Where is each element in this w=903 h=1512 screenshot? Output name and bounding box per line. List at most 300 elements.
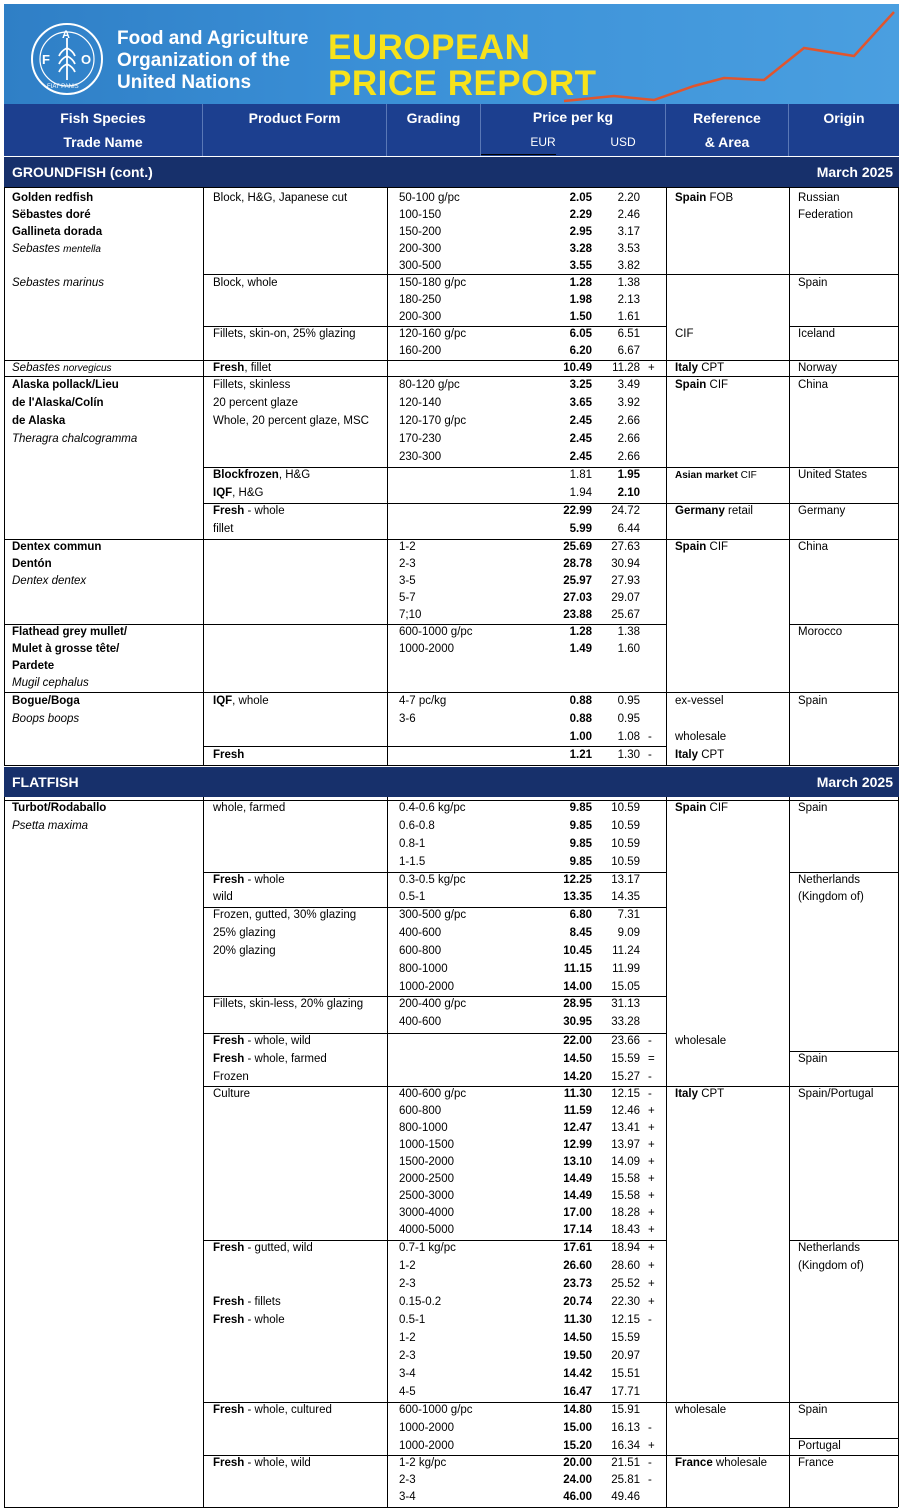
origin-cell: Morocco bbox=[798, 626, 843, 638]
price-change-indicator: - bbox=[648, 1088, 652, 1100]
grid-line-horizontal bbox=[789, 1051, 898, 1052]
text-run: - whole, cultured bbox=[244, 1404, 332, 1416]
svg-text:A: A bbox=[62, 29, 70, 41]
price-eur-cell: 12.25 bbox=[563, 874, 592, 886]
price-usd-cell: 23.66 bbox=[611, 1035, 640, 1047]
origin-cell: Germany bbox=[798, 505, 846, 517]
price-usd-cell: 6.67 bbox=[617, 345, 640, 357]
origin-cell: France bbox=[798, 1457, 834, 1469]
price-change-indicator: + bbox=[648, 1173, 655, 1185]
grading-cell: 200-400 g/pc bbox=[399, 998, 467, 1010]
grid-line-horizontal bbox=[203, 1402, 898, 1403]
text-run: Blockfrozen bbox=[213, 469, 279, 481]
report-banner bbox=[4, 4, 899, 104]
price-usd-cell: 1.60 bbox=[617, 643, 640, 655]
text-run: Fresh bbox=[213, 505, 245, 517]
grading-cell: 0.15-0.2 bbox=[399, 1296, 442, 1308]
reference-area-cell bbox=[675, 748, 724, 762]
svg-text:FIAT PANIS: FIAT PANIS bbox=[47, 84, 79, 90]
species-cell bbox=[12, 712, 79, 726]
price-usd-cell: 2.13 bbox=[617, 294, 640, 306]
text-run: - whole, wild bbox=[244, 1035, 311, 1047]
price-usd-cell: 2.66 bbox=[617, 433, 640, 445]
text-run: Dentón bbox=[12, 558, 52, 570]
header-origin: Origin bbox=[823, 110, 865, 126]
price-eur-cell: 13.10 bbox=[563, 1156, 592, 1168]
svg-text:O: O bbox=[81, 52, 92, 67]
price-eur-cell: 9.85 bbox=[569, 856, 592, 868]
species-cell bbox=[12, 276, 104, 290]
price-eur-cell: 15.20 bbox=[563, 1440, 592, 1452]
price-usd-cell: 49.46 bbox=[611, 1491, 640, 1503]
price-eur-cell: 11.15 bbox=[563, 963, 592, 975]
grading-cell: 2-3 bbox=[399, 558, 416, 570]
text-run: Spain bbox=[675, 541, 707, 553]
text-run: Gallineta dorada bbox=[12, 226, 103, 238]
price-eur-cell: 6.20 bbox=[569, 345, 592, 357]
product-form-cell bbox=[213, 361, 271, 375]
grading-cell: 3-4 bbox=[399, 1368, 416, 1380]
text-run: whole, farmed bbox=[213, 802, 286, 814]
grading-cell: 120-140 bbox=[399, 397, 442, 409]
product-form-cell bbox=[213, 1456, 311, 1470]
grading-cell: 180-250 bbox=[399, 294, 442, 306]
grading-cell: 1-1.5 bbox=[399, 856, 426, 868]
grading-cell: 200-300 bbox=[399, 311, 442, 323]
grid-line-horizontal bbox=[203, 1033, 666, 1034]
price-usd-cell: 24.72 bbox=[611, 505, 640, 517]
price-change-indicator: + bbox=[648, 1207, 655, 1219]
text-run: FOB bbox=[706, 192, 734, 204]
price-usd-cell: 33.28 bbox=[611, 1016, 640, 1028]
text-run: CIF bbox=[706, 802, 729, 814]
species-cell bbox=[12, 676, 89, 690]
origin-cell: Netherlands bbox=[798, 1242, 861, 1254]
origin-cell: Norway bbox=[798, 362, 837, 374]
species-cell bbox=[12, 659, 54, 673]
price-usd-cell: 15.91 bbox=[611, 1404, 640, 1416]
price-change-indicator: + bbox=[648, 1440, 655, 1452]
text-run: Frozen bbox=[213, 1071, 249, 1083]
grading-cell: 7;10 bbox=[399, 609, 422, 621]
text-run: Fresh bbox=[213, 1053, 245, 1065]
grid-line-vertical bbox=[4, 797, 5, 1507]
price-usd-cell: 6.44 bbox=[617, 523, 640, 535]
species-cell bbox=[12, 361, 112, 376]
price-usd-cell: 30.94 bbox=[611, 558, 640, 570]
grading-cell: 4-5 bbox=[399, 1386, 416, 1398]
text-run: Fresh bbox=[213, 1035, 245, 1047]
price-eur-cell: 27.03 bbox=[563, 592, 592, 604]
price-usd-cell: 28.60 bbox=[611, 1260, 640, 1272]
price-usd-cell: 10.59 bbox=[611, 838, 640, 850]
species-cell bbox=[12, 396, 104, 410]
grading-cell: 800-1000 bbox=[399, 963, 448, 975]
price-eur-cell: 30.95 bbox=[563, 1016, 592, 1028]
grading-cell: 2000-2500 bbox=[399, 1173, 454, 1185]
reference-area-cell bbox=[675, 361, 724, 375]
text-run: Fresh bbox=[213, 874, 245, 886]
grading-cell: 800-1000 bbox=[399, 1122, 448, 1134]
text-run: wholesale bbox=[675, 1404, 727, 1416]
price-usd-cell: 27.63 bbox=[611, 541, 640, 553]
text-run: 20 percent glaze bbox=[213, 397, 299, 409]
price-usd-cell: 2.20 bbox=[617, 192, 640, 204]
species-cell bbox=[12, 225, 102, 239]
text-run: Pardete bbox=[12, 660, 55, 672]
text-run: Fresh bbox=[213, 1404, 245, 1416]
product-form-cell bbox=[213, 890, 233, 904]
price-usd-cell: 25.81 bbox=[611, 1474, 640, 1486]
price-eur-cell: 28.78 bbox=[563, 558, 592, 570]
price-change-indicator: + bbox=[648, 1260, 655, 1272]
price-usd-cell: 21.51 bbox=[611, 1457, 640, 1469]
price-usd-cell: 10.59 bbox=[611, 856, 640, 868]
price-usd-cell: 12.15 bbox=[611, 1314, 640, 1326]
grading-cell: 2-3 bbox=[399, 1278, 416, 1290]
text-run: France bbox=[675, 1457, 713, 1469]
text-run: CIF bbox=[737, 470, 757, 481]
price-eur-cell: 3.25 bbox=[569, 379, 592, 391]
price-usd-cell: 1.30 bbox=[617, 749, 640, 761]
table-header bbox=[4, 104, 899, 156]
origin-cell: Spain bbox=[798, 1404, 828, 1416]
price-eur-cell: 12.47 bbox=[563, 1122, 592, 1134]
price-eur-cell: 6.05 bbox=[569, 328, 592, 340]
text-run: Spain bbox=[675, 379, 707, 391]
price-eur-cell: 1.21 bbox=[569, 749, 592, 761]
price-eur-cell: 11.30 bbox=[563, 1088, 592, 1100]
grading-cell: 400-600 bbox=[399, 1016, 442, 1028]
product-form-cell bbox=[213, 1070, 249, 1084]
grading-cell: 0.5-1 bbox=[399, 1314, 426, 1326]
text-run: Alaska pollack/Lieu bbox=[12, 379, 119, 391]
price-change-indicator: - bbox=[648, 1457, 652, 1469]
text-run: Bogue/Boga bbox=[12, 695, 80, 707]
price-eur-cell: 14.49 bbox=[563, 1173, 592, 1185]
origin-cell: China bbox=[798, 541, 829, 553]
species-cell bbox=[12, 557, 52, 571]
reference-area-cell bbox=[675, 694, 724, 708]
grading-cell: 3-6 bbox=[399, 713, 416, 725]
price-change-indicator: - bbox=[648, 1422, 652, 1434]
grading-cell: 230-300 bbox=[399, 451, 442, 463]
grading-cell: 170-230 bbox=[399, 433, 442, 445]
origin-cell: United States bbox=[798, 469, 868, 481]
fao-logo-icon bbox=[30, 22, 104, 96]
grading-cell: 4-7 pc/kg bbox=[399, 695, 447, 707]
text-run: Fillets, skin-on, 25% glazing bbox=[213, 328, 356, 340]
grid-line-horizontal bbox=[203, 274, 898, 275]
grading-cell: 150-180 g/pc bbox=[399, 277, 467, 289]
grading-cell: 50-100 g/pc bbox=[399, 192, 460, 204]
text-run: Block, H&G, Japanese cut bbox=[213, 192, 348, 204]
price-usd-cell: 1.38 bbox=[617, 626, 640, 638]
text-run: Mugil cephalus bbox=[12, 677, 89, 689]
price-eur-cell: 10.49 bbox=[563, 362, 592, 374]
origin-cell: Iceland bbox=[798, 328, 836, 340]
price-usd-cell: 2.66 bbox=[617, 451, 640, 463]
species-cell bbox=[12, 540, 101, 554]
text-run: IQF bbox=[213, 487, 233, 499]
product-form-cell bbox=[213, 396, 298, 410]
price-change-indicator: - bbox=[648, 1035, 652, 1047]
price-change-indicator: + bbox=[648, 1122, 655, 1134]
text-run: Fresh bbox=[213, 1296, 245, 1308]
text-run: - gutted, wild bbox=[244, 1242, 313, 1254]
text-run: ex-vessel bbox=[675, 695, 724, 707]
reference-area-cell bbox=[675, 504, 753, 518]
price-eur-cell: 1.81 bbox=[569, 469, 592, 481]
text-run: CPT bbox=[698, 362, 725, 374]
text-run: CIF bbox=[706, 379, 729, 391]
text-run: Sebastes bbox=[12, 243, 64, 255]
product-form-cell bbox=[213, 944, 276, 958]
grid-line-horizontal bbox=[4, 376, 898, 377]
grid-line-vertical bbox=[387, 797, 388, 1507]
product-form-cell bbox=[213, 1313, 285, 1327]
origin-cell: Spain bbox=[798, 1053, 828, 1065]
price-eur-cell: 0.88 bbox=[569, 695, 592, 707]
species-cell bbox=[12, 414, 65, 428]
text-run: Block, whole bbox=[213, 277, 278, 289]
price-usd-cell: 14.35 bbox=[611, 891, 640, 903]
price-change-indicator: + bbox=[648, 1242, 655, 1254]
text-run: Dentex dentex bbox=[12, 575, 87, 587]
text-run: wholesale bbox=[675, 731, 727, 743]
text-run: CPT bbox=[698, 1088, 725, 1100]
price-usd-cell: 15.51 bbox=[611, 1368, 640, 1380]
price-usd-cell: 16.13 bbox=[611, 1422, 640, 1434]
grading-cell: 2-3 bbox=[399, 1474, 416, 1486]
price-eur-cell: 24.00 bbox=[563, 1474, 592, 1486]
grading-cell: 300-500 bbox=[399, 260, 442, 272]
organization-name: Food and Agriculture Organization of the United Nations bbox=[117, 28, 309, 93]
grading-cell: 1-2 bbox=[399, 1332, 416, 1344]
text-run: - whole bbox=[244, 505, 285, 517]
text-run: Golden redfish bbox=[12, 192, 94, 204]
text-run: - whole bbox=[244, 874, 285, 886]
price-change-indicator: - bbox=[648, 1314, 652, 1326]
text-run: fillet bbox=[213, 523, 234, 535]
grading-cell: 1000-1500 bbox=[399, 1139, 454, 1151]
price-usd-cell: 6.51 bbox=[617, 328, 640, 340]
grading-cell: 3000-4000 bbox=[399, 1207, 454, 1219]
grading-cell: 3-4 bbox=[399, 1491, 416, 1503]
reference-area-cell bbox=[675, 1403, 726, 1417]
price-eur-cell: 1.98 bbox=[569, 294, 592, 306]
text-run: Fillets, skinless bbox=[213, 379, 291, 391]
product-form-cell bbox=[213, 1087, 250, 1101]
text-run: Italy bbox=[675, 362, 699, 374]
product-form-cell bbox=[213, 997, 363, 1011]
text-run: - whole bbox=[244, 1314, 285, 1326]
grid-line-horizontal bbox=[4, 692, 898, 693]
origin-cell: China bbox=[798, 379, 829, 391]
price-eur-cell: 17.14 bbox=[563, 1224, 592, 1236]
grading-cell: 1000-2000 bbox=[399, 1422, 454, 1434]
origin-cell: Spain/Portugal bbox=[798, 1088, 874, 1100]
price-eur-cell: 2.45 bbox=[569, 415, 592, 427]
product-form-cell bbox=[213, 468, 310, 482]
grid-line-vertical bbox=[4, 187, 5, 766]
price-usd-cell: 15.59 bbox=[611, 1053, 640, 1065]
price-eur-cell: 14.50 bbox=[563, 1053, 592, 1065]
price-usd-cell: 0.95 bbox=[617, 695, 640, 707]
price-usd-cell: 11.24 bbox=[612, 945, 640, 957]
price-eur-cell: 14.20 bbox=[563, 1071, 592, 1083]
grading-cell: 4000-5000 bbox=[399, 1224, 454, 1236]
price-change-indicator: + bbox=[648, 1105, 655, 1117]
text-run: Whole, 20 percent glaze, MSC bbox=[213, 415, 369, 427]
species-cell bbox=[12, 242, 101, 257]
price-eur-cell: 3.28 bbox=[569, 243, 592, 255]
origin-cell: Portugal bbox=[798, 1440, 841, 1452]
price-usd-cell: 31.13 bbox=[611, 998, 640, 1010]
text-run: Italy bbox=[675, 1088, 699, 1100]
reference-area-cell bbox=[675, 327, 694, 341]
text-run: Fresh bbox=[213, 362, 245, 374]
reference-area-cell bbox=[675, 1034, 726, 1048]
price-eur-cell: 3.55 bbox=[569, 260, 592, 272]
price-usd-cell: 13.17 bbox=[611, 874, 640, 886]
text-run: Sebastes marinus bbox=[12, 277, 105, 289]
header-price: Price per kg EUR USD bbox=[481, 104, 666, 156]
price-eur-cell: 11.59 bbox=[563, 1105, 592, 1117]
text-run: - whole, farmed bbox=[244, 1053, 327, 1065]
reference-area-cell bbox=[675, 730, 726, 744]
section-groundfish: GROUNDFISH (cont.) March 2025 bbox=[4, 157, 899, 187]
grading-cell: 1000-2000 bbox=[399, 1440, 454, 1452]
text-run: Fresh bbox=[213, 1242, 245, 1254]
price-usd-cell: 15.59 bbox=[611, 1332, 640, 1344]
price-usd-cell: 11.28 bbox=[612, 362, 640, 374]
price-eur-cell: 22.99 bbox=[563, 505, 592, 517]
text-run: CIF bbox=[675, 328, 694, 340]
product-form-cell bbox=[213, 504, 285, 518]
text-run: Fresh bbox=[213, 1457, 245, 1469]
grid-line-horizontal bbox=[4, 187, 898, 188]
text-run: Fillets, skin-less, 20% glazing bbox=[213, 998, 364, 1010]
price-usd-cell: 3.53 bbox=[617, 243, 640, 255]
price-eur-cell: 28.95 bbox=[563, 998, 592, 1010]
text-run: - fillets bbox=[244, 1296, 281, 1308]
price-usd-cell: 25.67 bbox=[611, 609, 640, 621]
origin-cell: Federation bbox=[798, 209, 853, 221]
price-usd-cell: 1.95 bbox=[617, 469, 640, 481]
price-eur-cell: 8.45 bbox=[569, 927, 592, 939]
text-run: Psetta maxima bbox=[12, 820, 89, 832]
grid-line-horizontal bbox=[4, 539, 898, 540]
price-eur-cell: 3.65 bbox=[569, 397, 592, 409]
price-usd-cell: 18.43 bbox=[611, 1224, 640, 1236]
price-usd-cell: 1.08 bbox=[617, 731, 640, 743]
grid-line-horizontal bbox=[789, 326, 898, 327]
grid-line-horizontal bbox=[203, 872, 666, 873]
text-run: - whole, wild bbox=[244, 1457, 311, 1469]
product-form-cell bbox=[213, 1052, 327, 1066]
price-eur-cell: 20.00 bbox=[563, 1457, 592, 1469]
price-eur-cell: 22.00 bbox=[563, 1035, 592, 1047]
product-form-cell bbox=[213, 694, 269, 708]
text-run: de Alaska bbox=[12, 415, 66, 427]
price-eur-cell: 13.35 bbox=[563, 891, 592, 903]
species-cell bbox=[12, 191, 93, 205]
text-run: Mulet à grosse tête/ bbox=[12, 643, 120, 655]
grading-cell: 300-500 g/pc bbox=[399, 909, 467, 921]
price-eur-cell: 1.94 bbox=[569, 487, 592, 499]
price-change-indicator: + bbox=[648, 1296, 655, 1308]
grid-line-horizontal bbox=[789, 872, 898, 873]
reference-area-cell bbox=[675, 1456, 767, 1470]
grid-line-horizontal bbox=[203, 1086, 898, 1087]
product-form-cell bbox=[213, 1403, 332, 1417]
price-change-indicator: - bbox=[648, 1474, 652, 1486]
grading-cell: 600-1000 g/pc bbox=[399, 626, 473, 638]
grading-cell: 400-600 g/pc bbox=[399, 1088, 467, 1100]
grading-cell: 600-1000 g/pc bbox=[399, 1404, 473, 1416]
grading-cell: 600-800 bbox=[399, 1105, 442, 1117]
price-change-indicator: - bbox=[648, 731, 652, 743]
grading-cell: 5-7 bbox=[399, 592, 416, 604]
price-eur-cell: 17.00 bbox=[563, 1207, 592, 1219]
grading-cell: 1500-2000 bbox=[399, 1156, 454, 1168]
price-eur-cell: 2.29 bbox=[569, 209, 592, 221]
grid-line-horizontal bbox=[4, 360, 898, 361]
price-usd-cell: 15.58 bbox=[611, 1173, 640, 1185]
text-run: Sëbastes doré bbox=[12, 209, 91, 221]
price-usd-cell: 11.99 bbox=[612, 963, 640, 975]
text-run: , H&G bbox=[278, 469, 311, 481]
price-change-indicator: - bbox=[648, 1071, 652, 1083]
product-form-cell bbox=[213, 926, 276, 940]
price-eur-cell: 10.45 bbox=[563, 945, 592, 957]
price-eur-cell: 1.28 bbox=[569, 277, 592, 289]
header-usd: USD bbox=[610, 135, 636, 149]
text-run: Boops boops bbox=[12, 713, 80, 725]
origin-cell: Spain bbox=[798, 695, 828, 707]
price-usd-cell: 20.97 bbox=[611, 1350, 640, 1362]
text-run: norvegicus bbox=[63, 363, 112, 374]
price-usd-cell: 12.15 bbox=[611, 1088, 640, 1100]
text-run: CIF bbox=[706, 541, 729, 553]
text-run: , whole bbox=[232, 695, 269, 707]
text-run: Germany bbox=[675, 505, 725, 517]
species-cell bbox=[12, 574, 86, 588]
price-usd-cell: 25.52 bbox=[611, 1278, 640, 1290]
origin-cell: Spain bbox=[798, 277, 828, 289]
price-change-indicator: + bbox=[648, 362, 655, 374]
price-usd-cell: 9.09 bbox=[617, 927, 640, 939]
price-usd-cell: 15.05 bbox=[611, 981, 640, 993]
price-eur-cell: 14.00 bbox=[563, 981, 592, 993]
price-eur-cell: 25.69 bbox=[563, 541, 592, 553]
section-flatfish: FLATFISH March 2025 bbox=[4, 767, 899, 797]
grading-cell: 2500-3000 bbox=[399, 1190, 454, 1202]
species-cell bbox=[12, 694, 80, 708]
grading-cell: 0.7-1 kg/pc bbox=[399, 1242, 456, 1254]
product-form-cell bbox=[213, 801, 285, 815]
svg-text:F: F bbox=[42, 52, 50, 67]
product-form-cell bbox=[213, 1241, 313, 1255]
grid-line-horizontal bbox=[203, 907, 666, 908]
origin-cell: (Kingdom of) bbox=[798, 891, 864, 903]
grading-cell: 400-600 bbox=[399, 927, 442, 939]
product-form-cell bbox=[213, 522, 233, 536]
price-eur-cell: 23.73 bbox=[563, 1278, 592, 1290]
grading-cell: 120-170 g/pc bbox=[399, 415, 467, 427]
product-form-cell bbox=[213, 908, 356, 922]
